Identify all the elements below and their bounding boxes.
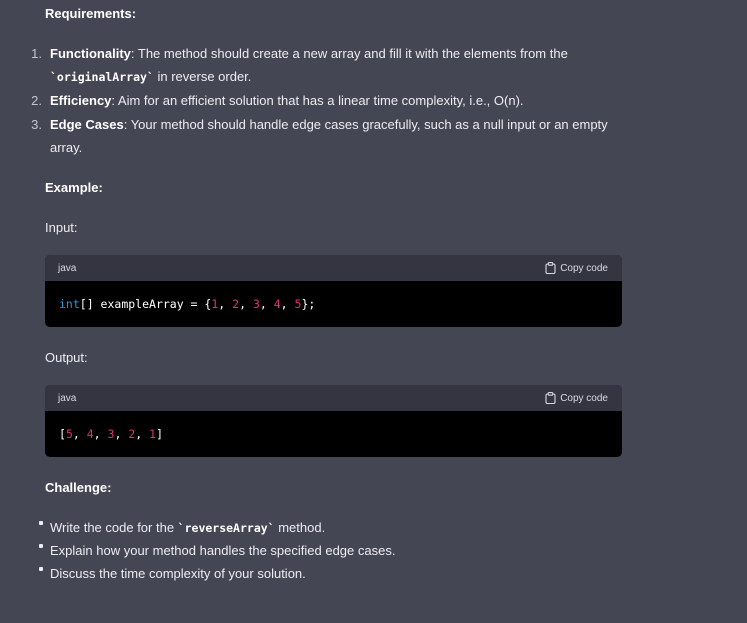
code-language-label: java	[58, 262, 77, 274]
requirement-item-functionality	[50, 42, 630, 89]
code-number: 3	[252, 297, 260, 311]
requirement-term: Functionality	[50, 46, 131, 61]
list-number: 2.	[31, 93, 42, 108]
code-number: 5	[294, 297, 302, 311]
requirements-heading: Requirements:	[45, 6, 137, 21]
challenge-item: Discuss the time complexity of your solution.	[50, 566, 306, 581]
code-number: 2	[232, 297, 240, 311]
code-language-label: java	[58, 392, 77, 404]
code-text: };	[301, 297, 316, 311]
requirement-text: : Your method should handle edge cases gracefully, such as a null input or an empty	[123, 117, 608, 132]
requirement-text: : The method should create a new array and fill it with the elements from the	[130, 46, 568, 61]
code-number: 5	[65, 427, 73, 441]
code-text: ]	[156, 427, 163, 441]
requirement-text: : Aim for an efficient solution that has a linear time complexity, i.e., O(n).	[111, 93, 524, 108]
code-text: [] exampleArray = {	[79, 297, 212, 311]
code-block-output	[45, 385, 622, 457]
copy-code-label: Copy code	[560, 392, 608, 404]
list-number: 3.	[31, 117, 42, 132]
code-block-input	[45, 255, 622, 327]
code-text: ,	[239, 297, 253, 311]
code-text: [	[59, 427, 66, 441]
inline-code: `originalArray`	[50, 70, 154, 84]
requirement-term: Efficiency	[50, 93, 112, 108]
clipboard-icon	[545, 262, 556, 274]
code-number: 1	[211, 297, 219, 311]
code-text: ,	[259, 297, 274, 311]
code-number: 4	[86, 427, 94, 441]
code-text: ,	[218, 297, 233, 311]
copy-code-button[interactable]	[545, 392, 608, 404]
requirement-item-edge-cases	[50, 113, 670, 159]
code-text: ,	[280, 297, 295, 311]
copy-code-label: Copy code	[560, 262, 608, 274]
clipboard-icon	[545, 392, 556, 404]
challenge-heading: Challenge:	[45, 480, 112, 495]
code-text: ,	[135, 427, 150, 441]
code-number: 1	[149, 427, 157, 441]
bullet-marker	[39, 544, 43, 548]
bullet-marker	[39, 521, 43, 525]
challenge-text: Write the code for the	[50, 520, 178, 535]
inline-code: `reverseArray`	[177, 521, 275, 535]
code-keyword: int	[59, 297, 80, 311]
output-label: Output:	[45, 350, 88, 365]
code-number: 3	[107, 427, 115, 441]
copy-code-button[interactable]	[545, 262, 608, 274]
list-number: 1.	[31, 46, 42, 61]
requirement-text: in reverse order.	[153, 69, 252, 84]
code-content	[45, 281, 622, 327]
code-text: ,	[72, 427, 87, 441]
code-block-header	[45, 255, 622, 281]
example-heading: Example:	[45, 180, 103, 195]
code-text: ,	[93, 427, 108, 441]
code-number: 2	[128, 427, 136, 441]
input-label: Input:	[45, 220, 78, 235]
code-content	[45, 411, 622, 457]
code-text: ,	[114, 427, 129, 441]
bullet-marker	[39, 567, 43, 571]
requirement-term: Edge Cases	[50, 117, 124, 132]
challenge-item	[50, 516, 325, 540]
challenge-item: Explain how your method handles the specified edge cases.	[50, 543, 396, 558]
requirement-text: array.	[50, 140, 83, 155]
challenge-text: method.	[274, 520, 326, 535]
code-number: 4	[273, 297, 281, 311]
code-block-header	[45, 385, 622, 411]
requirement-item-efficiency	[50, 89, 650, 112]
